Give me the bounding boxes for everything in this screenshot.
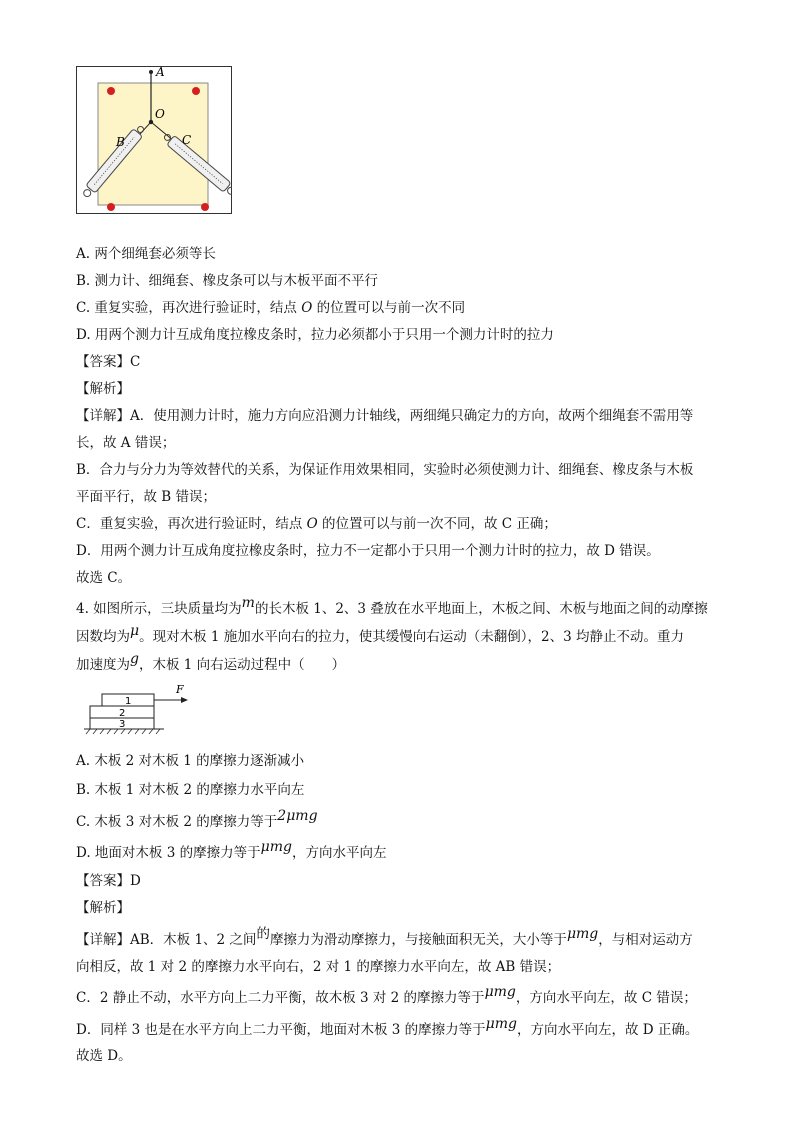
pin-top-left bbox=[107, 87, 115, 95]
label-o: O bbox=[155, 107, 165, 121]
q4-detail-c bbox=[76, 984, 697, 1008]
q3-detail-b-cont: 平面平行，故 B 错误； bbox=[76, 489, 217, 505]
experiment-board-figure bbox=[76, 66, 232, 214]
text-span: 加速度为 bbox=[76, 657, 130, 673]
text-span: 摩擦力为滑动摩擦力，与接触面积无关，大小等于 bbox=[269, 932, 567, 948]
text-span: C．重复实验，再次进行验证时，结点 bbox=[76, 516, 307, 532]
label-a: A bbox=[156, 66, 165, 79]
point-a bbox=[149, 70, 153, 74]
text-span: 的 bbox=[256, 926, 270, 942]
q4-conclusion: 故选 D。 bbox=[76, 1048, 132, 1064]
text-span: ，与相对运动方 bbox=[598, 932, 693, 948]
math-m: m bbox=[241, 595, 255, 611]
q4-stem-line1 bbox=[76, 595, 708, 619]
text-span: ，方向水平向左，故 D 正确。 bbox=[517, 1022, 699, 1038]
text-span: ，方向水平向左，故 C 错误； bbox=[515, 990, 697, 1006]
text-span: 的位置可以与前一次不同 bbox=[312, 300, 466, 316]
q4-option-a: A. 木板 2 对木板 1 的摩擦力逐渐减小 bbox=[76, 753, 305, 769]
q3-detail-c bbox=[76, 514, 557, 534]
math-mu: μ bbox=[130, 623, 140, 639]
point-o-symbol: O bbox=[306, 516, 318, 532]
text-span: C．2 静止不动，水平方向上二力平衡，故木板 3 对 2 的摩擦力等于 bbox=[76, 990, 485, 1006]
text-span: 的位置可以与前一次不同，故 C 正确； bbox=[317, 516, 557, 532]
text-span: 的长木板 1、2、3 叠放在水平地面上，木板之间、木板与地面之间的动摩擦 bbox=[254, 601, 708, 617]
q3-option-d: D. 用两个测力计互成角度拉橡皮条时，拉力必须都小于只用一个测力计时的拉力 bbox=[76, 327, 554, 343]
pin-top-right bbox=[192, 87, 200, 95]
q4-stem-line2 bbox=[76, 623, 684, 647]
q4-option-d bbox=[76, 839, 387, 863]
q3-analysis-heading: 【解析】 bbox=[76, 381, 130, 397]
q3-option-b: B. 测力计、细绳套、橡皮条可以与木板平面不平行 bbox=[76, 273, 379, 289]
math-mu-mg: μmg bbox=[566, 926, 599, 942]
q3-detail-a: 【详解】A．使用测力计时，施力方向应沿测力计轴线，两细绳只确定力的方向，故两个细绳套不需用等 bbox=[76, 408, 694, 424]
pin-bottom-left bbox=[107, 203, 115, 211]
q4-analysis-heading: 【解析】 bbox=[76, 900, 130, 916]
q4-detail-ab bbox=[76, 926, 693, 950]
text-span: 因数均为 bbox=[76, 629, 130, 645]
label-board-3: 3 bbox=[119, 719, 126, 730]
label-board-1: 1 bbox=[125, 696, 132, 707]
text-span: ，木板 1 向右运动过程中（ ） bbox=[138, 657, 346, 673]
text-span: ，方向水平向左 bbox=[291, 845, 387, 861]
q4-answer: 【答案】D bbox=[76, 873, 141, 889]
q3-option-a: A. 两个细绳套必须等长 bbox=[76, 246, 216, 262]
text-span: C. 重复实验，再次进行验证时，结点 bbox=[76, 300, 302, 316]
math-2-mu-mg: 2μmg bbox=[277, 808, 318, 824]
math-mu-mg: μmg bbox=[485, 1016, 518, 1032]
q3-answer: 【答案】C bbox=[76, 354, 141, 370]
q4-option-c bbox=[76, 808, 318, 832]
q3-conclusion: 故选 C。 bbox=[76, 570, 132, 586]
text-span: D．同样 3 也是在水平方向上二力平衡，地面对木板 3 的摩擦力等于 bbox=[76, 1022, 486, 1038]
q4-stem-line3 bbox=[76, 651, 346, 675]
text-span: 【详解】AB．木板 1、2 之间 bbox=[76, 932, 257, 948]
label-b: B bbox=[116, 135, 125, 149]
q3-detail-a-cont: 长，故 A 错误； bbox=[76, 435, 176, 451]
arrowhead-icon bbox=[181, 697, 188, 703]
wooden-board bbox=[98, 83, 208, 205]
stacked-boards-figure bbox=[84, 683, 194, 735]
text-span: D. 地面对木板 3 的摩擦力等于 bbox=[76, 845, 261, 861]
q3-detail-b: B．合力与分力为等效替代的关系，为保证作用效果相同，实验时必须使测力计、细绳套、橡皮条与木板 bbox=[76, 462, 694, 478]
pin-bottom-right bbox=[201, 203, 209, 211]
label-board-2: 2 bbox=[119, 708, 126, 719]
math-mu-mg: μmg bbox=[484, 984, 516, 1000]
label-f: F bbox=[176, 683, 184, 696]
text-span: 。现对木板 1 施加水平向右的拉力，使其缓慢向右运动（未翻倒），2、3 均静止不动。重力 bbox=[139, 629, 684, 645]
math-g: g bbox=[130, 651, 139, 667]
q4-detail-d bbox=[76, 1016, 699, 1040]
label-c: C bbox=[182, 133, 192, 147]
math-mu-mg: μmg bbox=[260, 839, 292, 855]
q3-detail-d: D．用两个测力计互成角度拉橡皮条时，拉力不一定都小于只用一个测力计时的拉力，故 D 错误。 bbox=[76, 543, 660, 559]
point-o-symbol: O bbox=[301, 300, 313, 316]
q4-option-b: B. 木板 1 对木板 2 的摩擦力水平向左 bbox=[76, 782, 305, 798]
q3-option-c bbox=[76, 298, 465, 318]
text-span: C. 木板 3 对木板 2 的摩擦力等于 bbox=[76, 814, 278, 830]
q4-detail-ab-cont: 向相反，故 1 对 2 的摩擦力水平向右，2 对 1 的摩擦力水平向左，故 AB 错误； bbox=[76, 959, 561, 975]
text-span: 4. 如图所示，三块质量均为 bbox=[76, 601, 242, 617]
